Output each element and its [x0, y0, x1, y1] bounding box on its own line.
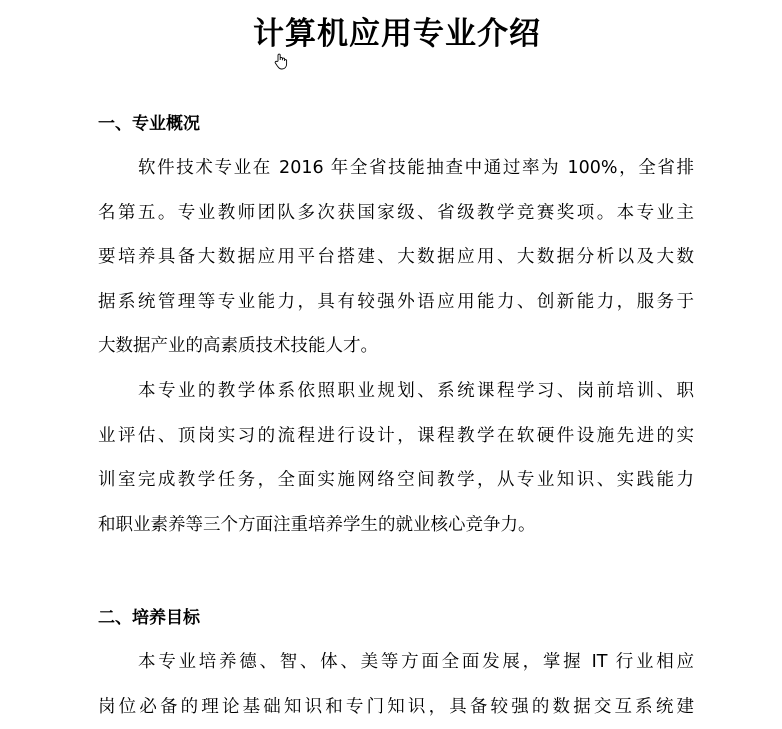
section-heading-goals: 二、培养目标 — [98, 606, 200, 630]
hand-cursor-icon — [272, 52, 290, 70]
section-heading-overview: 一、专业概况 — [98, 112, 200, 136]
overview-paragraph-1 — [98, 146, 694, 369]
text-line: 本专业的教学体系依照职业规划、系统课程学习、岗前培训、职 — [98, 369, 694, 414]
document-title: 计算机应用专业介绍 — [0, 12, 782, 56]
text-line: 岗位必备的理论基础知识和专门知识，具备较强的数据交互系统建 — [98, 685, 694, 729]
text-line: 和职业素养等三个方面注重培养学生的就业核心竞争力。 — [98, 503, 694, 548]
goals-paragraph-1 — [98, 640, 694, 729]
text-line: 业评估、顶岗实习的流程进行设计，课程教学在软硬件设施先进的实 — [98, 414, 694, 459]
text-line: 据系统管理等专业能力，具有较强外语应用能力、创新能力，服务于 — [98, 280, 694, 325]
overview-paragraph-2 — [98, 369, 694, 547]
text-line: 名第五。专业教师团队多次获国家级、省级教学竞赛奖项。本专业主 — [98, 191, 694, 236]
text-line: 本专业培养德、智、体、美等方面全面发展，掌握 IT 行业相应 — [98, 640, 694, 685]
text-line: 大数据产业的高素质技术技能人才。 — [98, 324, 694, 369]
text-line: 要培养具备大数据应用平台搭建、大数据应用、大数据分析以及大数 — [98, 235, 694, 280]
text-line: 训室完成教学任务，全面实施网络空间教学，从专业知识、实践能力 — [98, 458, 694, 503]
text-line: 软件技术专业在 2016 年全省技能抽查中通过率为 100%，全省排 — [98, 146, 694, 191]
